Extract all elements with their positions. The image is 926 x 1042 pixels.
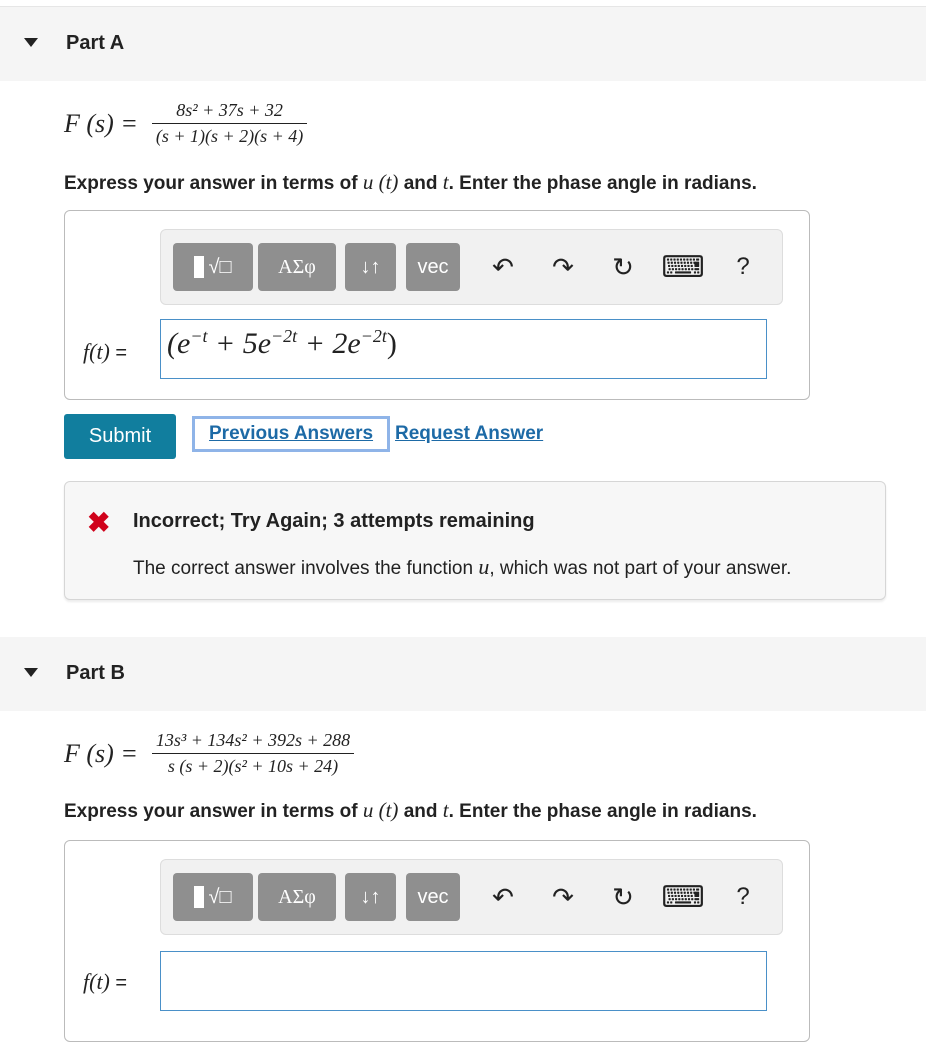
answer-label (83, 969, 127, 995)
part-b-answer-box (64, 840, 810, 1042)
math-toolbar (160, 229, 783, 305)
answer-exponent: −2t (360, 326, 387, 346)
answer-exponent: −2t (271, 326, 298, 346)
part-b-header[interactable] (0, 637, 926, 711)
fraction-bar (152, 123, 307, 124)
greek-button[interactable]: ΑΣφ (258, 243, 336, 291)
answer-part: (e (167, 327, 191, 360)
part-a-answer-box (64, 210, 810, 400)
greek-button[interactable]: ΑΣφ (258, 873, 336, 921)
vec-button[interactable]: vec (406, 873, 460, 921)
vec-button[interactable]: vec (406, 243, 460, 291)
templates-button[interactable] (173, 243, 253, 291)
cursor-block-icon (194, 256, 204, 278)
feedback-text: The correct answer involves the function (133, 558, 479, 579)
part-a-instruction (64, 170, 757, 195)
equation-fraction (152, 100, 307, 147)
answer-equals: = (115, 342, 128, 364)
part-a-header[interactable] (0, 7, 926, 81)
part-a-title: Part A (66, 32, 125, 54)
instruction-text: . Enter the phase angle in radians. (448, 801, 757, 822)
feedback-text: , which was not part of your answer. (489, 558, 792, 579)
instruction-var-t: t (442, 170, 449, 194)
equation-lhs: F (s) = (64, 738, 138, 768)
answer-exponent: −t (190, 326, 208, 346)
instruction-var-u: u (t) (362, 170, 399, 194)
feedback-var-u: u (478, 554, 490, 579)
sqrt-icon: √□ (208, 885, 232, 908)
keyboard-icon[interactable]: ⌨ (661, 880, 705, 914)
instruction-text: and (398, 801, 443, 822)
equation-denominator: (s + 1)(s + 2)(s + 4) (155, 126, 304, 146)
help-icon[interactable]: ? (736, 883, 750, 910)
math-toolbar (160, 859, 783, 935)
instruction-var-u: u (t) (362, 798, 399, 822)
equation-denominator: s (s + 2)(s² + 10s + 24) (167, 756, 339, 776)
answer-label (83, 339, 127, 365)
arrows-button[interactable]: ↓↑ (345, 243, 396, 291)
collapse-triangle-icon[interactable] (24, 38, 38, 47)
answer-part: + 5e (207, 327, 272, 360)
incorrect-x-icon: ✖ (87, 507, 111, 538)
feedback-panel (64, 481, 886, 600)
feedback-title: Incorrect; Try Again; 3 attempts remaining (133, 510, 535, 532)
undo-icon[interactable]: ↶ (492, 881, 514, 912)
collapse-triangle-icon[interactable] (24, 668, 38, 677)
cursor-block-icon (194, 886, 204, 908)
reset-icon[interactable]: ↻ (612, 251, 634, 282)
answer-part: ) (386, 327, 397, 360)
answer-part: + 2e (297, 327, 361, 360)
submit-button[interactable]: Submit (64, 414, 176, 459)
answer-input[interactable] (160, 951, 767, 1011)
answer-input[interactable] (160, 319, 767, 379)
instruction-text: Express your answer in terms of (64, 801, 363, 822)
sqrt-icon: √□ (208, 255, 232, 278)
reset-icon[interactable]: ↻ (612, 881, 634, 912)
answer-value (167, 326, 397, 361)
arrows-button[interactable]: ↓↑ (345, 873, 396, 921)
equation-fraction (152, 730, 354, 777)
redo-icon[interactable]: ↷ (552, 881, 574, 912)
equation-numerator: 13s³ + 134s² + 392s + 288 (155, 730, 351, 750)
equation-lhs: F (s) = (64, 108, 138, 138)
request-answer-link[interactable]: Request Answer (395, 423, 544, 444)
keyboard-icon[interactable]: ⌨ (661, 250, 705, 284)
help-icon[interactable]: ? (736, 253, 750, 280)
part-b-instruction (64, 798, 757, 823)
part-a-equation (64, 100, 307, 147)
equation-numerator: 8s² + 37s + 32 (176, 100, 283, 120)
redo-icon[interactable]: ↷ (552, 251, 574, 282)
previous-answers-link[interactable]: Previous Answers (192, 416, 390, 452)
undo-icon[interactable]: ↶ (492, 251, 514, 282)
part-b-title: Part B (66, 662, 125, 684)
fraction-bar (152, 753, 354, 754)
answer-label-text: f(t) (83, 969, 110, 994)
part-b-equation (64, 730, 354, 777)
answer-equals: = (115, 972, 128, 994)
instruction-text: Express your answer in terms of (64, 173, 363, 194)
templates-button[interactable] (173, 873, 253, 921)
feedback-message (133, 554, 791, 580)
instruction-text: . Enter the phase angle in radians. (448, 173, 757, 194)
instruction-var-t: t (442, 798, 449, 822)
instruction-text: and (398, 173, 443, 194)
answer-label-text: f(t) (83, 339, 110, 364)
